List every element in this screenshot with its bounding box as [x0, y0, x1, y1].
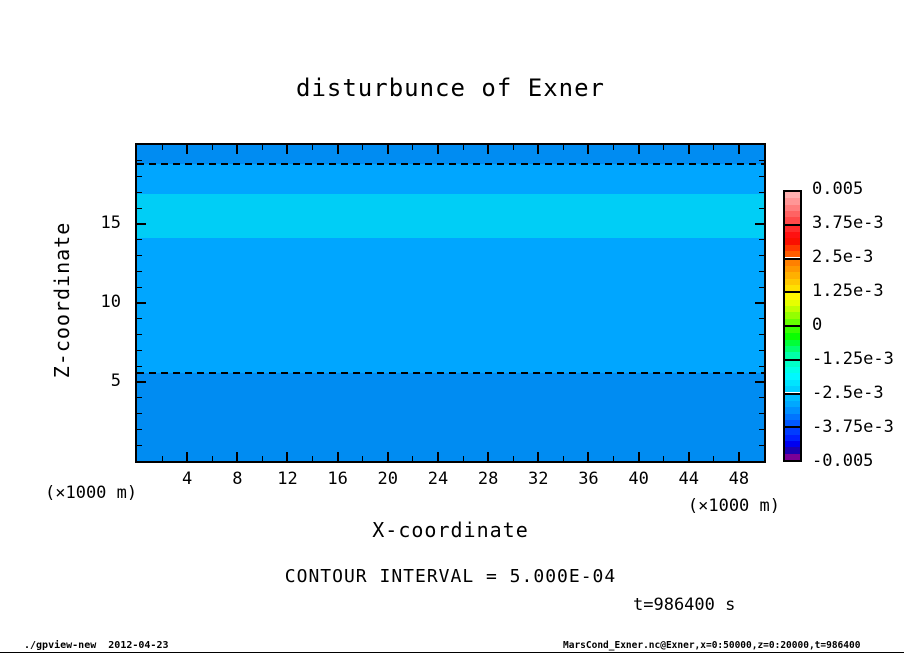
x-axis-tick: [186, 452, 188, 461]
y-axis-tick: [759, 255, 764, 256]
x-axis-tick: [663, 145, 664, 150]
colorbar-strip: [785, 420, 800, 426]
colorbar-tick-label: -2.5e-3: [812, 383, 884, 403]
y-axis-tick: [755, 223, 764, 225]
y-axis-tick: [759, 366, 764, 367]
colorbar-tick-label: 0.005: [812, 179, 864, 199]
y-axis-tick: [759, 239, 764, 240]
x-axis-tick: [663, 456, 664, 461]
y-axis-tick: [759, 271, 764, 272]
chart-title: disturbunce of Exner: [296, 74, 605, 102]
x-axis-tick: [463, 145, 464, 150]
colorbar-strip: [785, 352, 800, 358]
x-axis-tick: [638, 145, 640, 154]
y-axis-tick: [137, 176, 142, 177]
y-axis-tick: [759, 192, 764, 193]
y-axis-tick: [137, 223, 146, 225]
x-axis-tick: [713, 456, 714, 461]
y-axis-tick-label: 15: [100, 213, 121, 233]
x-axis-tick: [387, 452, 389, 461]
y-axis-tick: [759, 208, 764, 209]
x-axis-tick: [262, 456, 263, 461]
fill-band: [137, 194, 764, 238]
time-label: t=986400 s: [633, 595, 736, 615]
x-axis-tick: [312, 456, 313, 461]
x-axis-tick: [162, 456, 163, 461]
colorbar-strip: [785, 319, 800, 325]
x-axis-tick: [463, 456, 464, 461]
x-axis-tick: [513, 145, 514, 150]
colorbar-tick-label: 0: [812, 315, 823, 335]
colorbar-tick-label: 2.5e-3: [812, 247, 874, 267]
colorbar-strip: [785, 217, 800, 223]
y-axis-tick: [759, 334, 764, 335]
footer-source-text: MarsCond_Exner.nc@Exner,x=0:50000,z=0:20000,t=986400: [563, 640, 861, 651]
colorbar: [783, 190, 802, 462]
x-axis-tick: [487, 452, 489, 461]
colorbar-tick-label: -0.005: [812, 451, 874, 471]
colorbar-tick-label: 1.25e-3: [812, 281, 884, 301]
y-axis-title: Z-coordinate: [50, 221, 74, 379]
fill-band: [137, 238, 764, 372]
y-axis-tick: [137, 334, 142, 335]
y-axis-tick: [137, 413, 142, 414]
x-axis-tick-label: 24: [427, 469, 449, 489]
x-axis-tick: [613, 145, 614, 150]
y-axis-tick: [137, 160, 142, 161]
y-axis-tick: [759, 318, 764, 319]
x-axis-tick: [387, 145, 389, 154]
colorbar-strip: [785, 386, 800, 392]
x-axis-tick: [412, 145, 413, 150]
x-axis-tick-label: 4: [182, 469, 193, 489]
plot-area: [45, 143, 780, 542]
colorbar-cell: [785, 192, 800, 226]
x-axis-tick: [738, 145, 740, 154]
colorbar-cell: [785, 293, 800, 327]
x-axis-tick: [262, 145, 263, 150]
y-axis-tick: [137, 350, 142, 351]
x-axis-tick: [362, 456, 363, 461]
x-axis-tick: [613, 456, 614, 461]
y-axis-tick-label: 5: [110, 371, 121, 391]
y-axis-tick: [759, 413, 764, 414]
y-axis-tick: [759, 429, 764, 430]
x-axis-tick: [236, 452, 238, 461]
x-axis-tick: [236, 145, 238, 154]
x-axis-tick: [437, 452, 439, 461]
y-axis-unit-label: (×1000 m): [45, 483, 138, 503]
x-axis-tick-label: 36: [578, 469, 599, 489]
colorbar-strip: [785, 454, 800, 460]
x-axis-tick-label: 32: [528, 469, 549, 489]
dashed-contour-line: [137, 163, 764, 165]
x-axis-tick-label: 8: [232, 469, 243, 489]
fill-band: [137, 145, 764, 164]
x-axis-tick: [587, 452, 589, 461]
x-axis-tick: [537, 452, 539, 461]
x-axis-tick: [487, 145, 489, 154]
footer-command-text: ./gpview-new 2012-04-23: [24, 640, 169, 651]
y-axis-tick: [137, 302, 146, 304]
colorbar-tick-label: -1.25e-3: [812, 349, 894, 369]
x-axis-tick: [688, 145, 690, 154]
y-axis-tick: [755, 381, 764, 383]
colorbar-cell: [785, 226, 800, 260]
x-axis-tick: [587, 145, 589, 154]
x-axis-tick: [212, 456, 213, 461]
colorbar-cell: [785, 428, 800, 460]
x-axis-tick: [312, 145, 313, 150]
x-axis-tick: [513, 456, 514, 461]
y-axis-tick: [137, 287, 142, 288]
page-bottom-rule: [0, 652, 904, 653]
y-axis-tick: [755, 302, 764, 304]
y-axis-tick: [137, 318, 142, 319]
x-axis-tick: [563, 145, 564, 150]
x-axis-tick-label: 16: [327, 469, 348, 489]
x-axis-tick: [337, 145, 339, 154]
x-axis-tick: [212, 145, 213, 150]
x-axis-tick: [738, 452, 740, 461]
colorbar-cell: [785, 395, 800, 429]
x-axis-tick-label: 48: [728, 469, 750, 489]
y-axis-tick: [137, 255, 142, 256]
x-axis-tick-label: 44: [678, 469, 699, 489]
y-axis-tick: [759, 445, 764, 446]
y-axis-tick: [137, 192, 142, 193]
y-axis-tick: [137, 381, 146, 383]
colorbar-cell: [785, 260, 800, 294]
y-axis-tick: [759, 176, 764, 177]
x-axis-tick: [412, 456, 413, 461]
x-axis-tick: [162, 145, 163, 150]
dashed-contour-line: [137, 372, 764, 374]
y-axis-tick: [137, 208, 142, 209]
y-axis-tick: [137, 445, 142, 446]
y-axis-tick: [137, 366, 142, 367]
x-axis-title: X-coordinate: [372, 518, 529, 542]
colorbar-cell: [785, 361, 800, 395]
fill-band: [137, 373, 764, 461]
x-axis-tick-label: 40: [628, 469, 649, 489]
plot-canvas: [137, 145, 764, 461]
y-axis-tick-label: 10: [100, 292, 121, 312]
colorbar-tick-label: 3.75e-3: [812, 213, 884, 233]
y-axis-tick: [759, 160, 764, 161]
y-axis-tick: [137, 429, 142, 430]
fill-band: [137, 164, 764, 194]
x-axis-tick: [688, 452, 690, 461]
y-axis-tick: [759, 350, 764, 351]
x-axis-tick: [713, 145, 714, 150]
x-axis-tick: [638, 452, 640, 461]
x-axis-tick: [362, 145, 363, 150]
x-axis-tick: [437, 145, 439, 154]
y-axis-tick: [759, 397, 764, 398]
x-axis-tick-label: 12: [277, 469, 298, 489]
y-axis-tick: [759, 287, 764, 288]
colorbar-cell: [785, 327, 800, 361]
y-axis-tick: [137, 239, 142, 240]
colorbar-tick-label: -3.75e-3: [812, 417, 894, 437]
x-axis-unit-label: (×1000 m): [687, 496, 780, 516]
x-axis-tick: [537, 145, 539, 154]
x-axis-tick-label: 28: [477, 469, 499, 489]
x-axis-tick: [286, 452, 288, 461]
x-axis-tick: [286, 145, 288, 154]
x-axis-tick-label: 20: [377, 469, 399, 489]
colorbar-strip: [785, 285, 800, 291]
y-axis-tick: [137, 271, 142, 272]
x-axis-tick: [186, 145, 188, 154]
y-axis-tick: [137, 397, 142, 398]
contour-interval-label: CONTOUR INTERVAL = 5.000E-04: [284, 566, 617, 587]
x-axis-tick: [337, 452, 339, 461]
colorbar-strip: [785, 251, 800, 257]
x-axis-tick: [563, 456, 564, 461]
